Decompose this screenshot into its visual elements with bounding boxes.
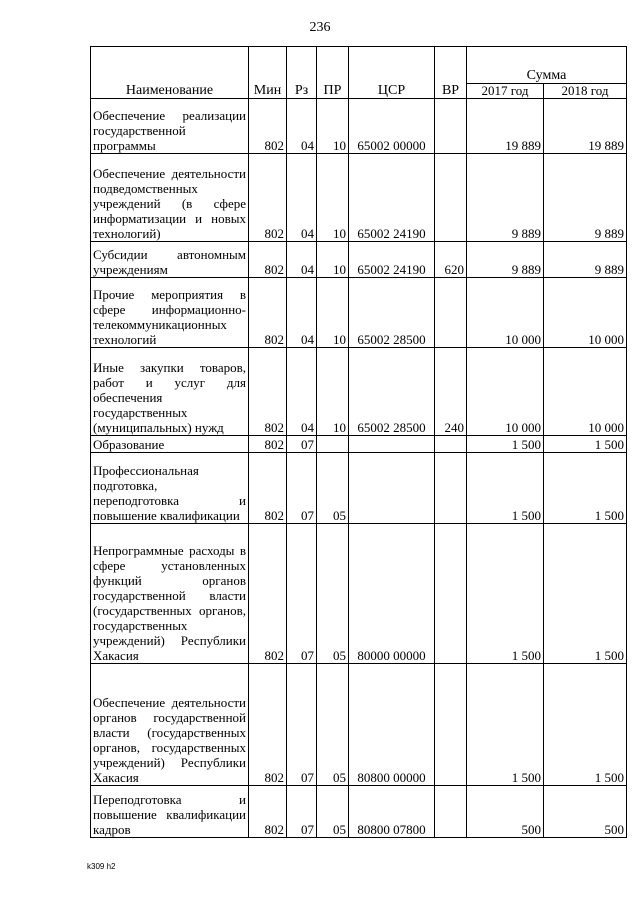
row-2018: 9 889 — [544, 242, 627, 278]
row-min: 802 — [249, 453, 287, 524]
row-min: 802 — [249, 348, 287, 436]
row-csr: 65002 00000 — [349, 99, 435, 154]
table-row — [91, 524, 627, 664]
row-pr: 10 — [317, 154, 349, 242]
row-rz: 07 — [287, 664, 317, 786]
header-2018: 2018 год — [544, 84, 627, 99]
header-name: Наименование — [91, 47, 249, 99]
row-pr: 10 — [317, 242, 349, 278]
row-2018: 1 500 — [544, 453, 627, 524]
row-csr: 80000 00000 — [349, 524, 435, 664]
table-row — [91, 453, 627, 524]
row-min: 802 — [249, 278, 287, 348]
row-pr: 10 — [317, 278, 349, 348]
table-row — [91, 664, 627, 786]
row-vr — [435, 154, 467, 242]
row-vr — [435, 99, 467, 154]
row-min: 802 — [249, 242, 287, 278]
row-rz: 04 — [287, 242, 317, 278]
row-2018: 19 889 — [544, 99, 627, 154]
row-name: Обеспечение деятельности подведомственных учреждений (в сфере информатизации и новых технологий) — [91, 154, 249, 242]
row-csr: 65002 24190 — [349, 154, 435, 242]
header-2017: 2017 год — [467, 84, 544, 99]
row-vr: 620 — [435, 242, 467, 278]
footer-code: k309 h2 — [87, 862, 116, 871]
row-min: 802 — [249, 664, 287, 786]
row-vr — [435, 436, 467, 453]
header-rz: Рз — [287, 47, 317, 99]
table-row — [91, 436, 627, 453]
row-csr: 65002 28500 — [349, 348, 435, 436]
row-2017: 10 000 — [467, 348, 544, 436]
row-name: Прочие мероприятия в сфере информационно-телекоммуникационных технологий — [91, 278, 249, 348]
row-2017: 500 — [467, 786, 544, 838]
row-rz: 07 — [287, 786, 317, 838]
row-2017: 19 889 — [467, 99, 544, 154]
row-vr — [435, 664, 467, 786]
table-row — [91, 348, 627, 436]
header-sum: Сумма — [467, 47, 627, 84]
row-pr: 05 — [317, 664, 349, 786]
row-csr — [349, 436, 435, 453]
row-2018: 500 — [544, 786, 627, 838]
page-number: 236 — [309, 20, 331, 35]
row-rz: 04 — [287, 348, 317, 436]
row-pr: 10 — [317, 99, 349, 154]
row-name: Обеспечение деятельности органов государственной власти (государственных органов, государственных учреждений) Республики Хакасия — [91, 664, 249, 786]
row-min: 802 — [249, 524, 287, 664]
row-csr: 65002 28500 — [349, 278, 435, 348]
header-pr: ПР — [317, 47, 349, 99]
row-2018: 1 500 — [544, 524, 627, 664]
row-csr: 80800 07800 — [349, 786, 435, 838]
row-rz: 04 — [287, 154, 317, 242]
row-2017: 10 000 — [467, 278, 544, 348]
row-min: 802 — [249, 99, 287, 154]
row-min: 802 — [249, 786, 287, 838]
row-vr — [435, 786, 467, 838]
row-name: Профессиональная подготовка, переподготовка и повышение квалификации — [91, 453, 249, 524]
header-csr: ЦСР — [349, 47, 435, 99]
row-2018: 10 000 — [544, 348, 627, 436]
row-csr: 80800 00000 — [349, 664, 435, 786]
row-vr — [435, 278, 467, 348]
row-2017: 1 500 — [467, 524, 544, 664]
table-row — [91, 242, 627, 278]
row-2018: 1 500 — [544, 436, 627, 453]
row-pr: 05 — [317, 524, 349, 664]
row-name: Образование — [91, 436, 249, 453]
row-name: Иные закупки товаров, работ и услуг для обеспечения государственных (муниципальных) нужд — [91, 348, 249, 436]
row-pr: 05 — [317, 786, 349, 838]
row-name: Субсидии автономным учреждениям — [91, 242, 249, 278]
row-2017: 9 889 — [467, 242, 544, 278]
table-row — [91, 278, 627, 348]
header-vr: ВР — [435, 47, 467, 99]
row-rz: 07 — [287, 524, 317, 664]
row-pr: 05 — [317, 453, 349, 524]
row-2018: 10 000 — [544, 278, 627, 348]
table-row — [91, 786, 627, 838]
row-vr: 240 — [435, 348, 467, 436]
row-min: 802 — [249, 154, 287, 242]
row-vr — [435, 453, 467, 524]
row-csr — [349, 453, 435, 524]
row-pr: 10 — [317, 348, 349, 436]
row-name: Переподготовка и повышение квалификации кадров — [91, 786, 249, 838]
table-row — [91, 154, 627, 242]
row-2017: 9 889 — [467, 154, 544, 242]
row-2017: 1 500 — [467, 436, 544, 453]
row-rz: 04 — [287, 278, 317, 348]
header-min: Мин — [249, 47, 287, 99]
row-vr — [435, 524, 467, 664]
row-2017: 1 500 — [467, 453, 544, 524]
row-pr — [317, 436, 349, 453]
row-2018: 9 889 — [544, 154, 627, 242]
row-rz: 07 — [287, 453, 317, 524]
budget-table — [90, 46, 627, 838]
row-min: 802 — [249, 436, 287, 453]
row-name: Обеспечение реализации государственной программы — [91, 99, 249, 154]
row-name: Непрограммные расходы в сфере установленных функций органов государственной власти (государственных органов, государственных учреждений) Республики Хакасия — [91, 524, 249, 664]
row-csr: 65002 24190 — [349, 242, 435, 278]
row-rz: 07 — [287, 436, 317, 453]
table-row — [91, 99, 627, 154]
row-2018: 1 500 — [544, 664, 627, 786]
row-rz: 04 — [287, 99, 317, 154]
row-2017: 1 500 — [467, 664, 544, 786]
